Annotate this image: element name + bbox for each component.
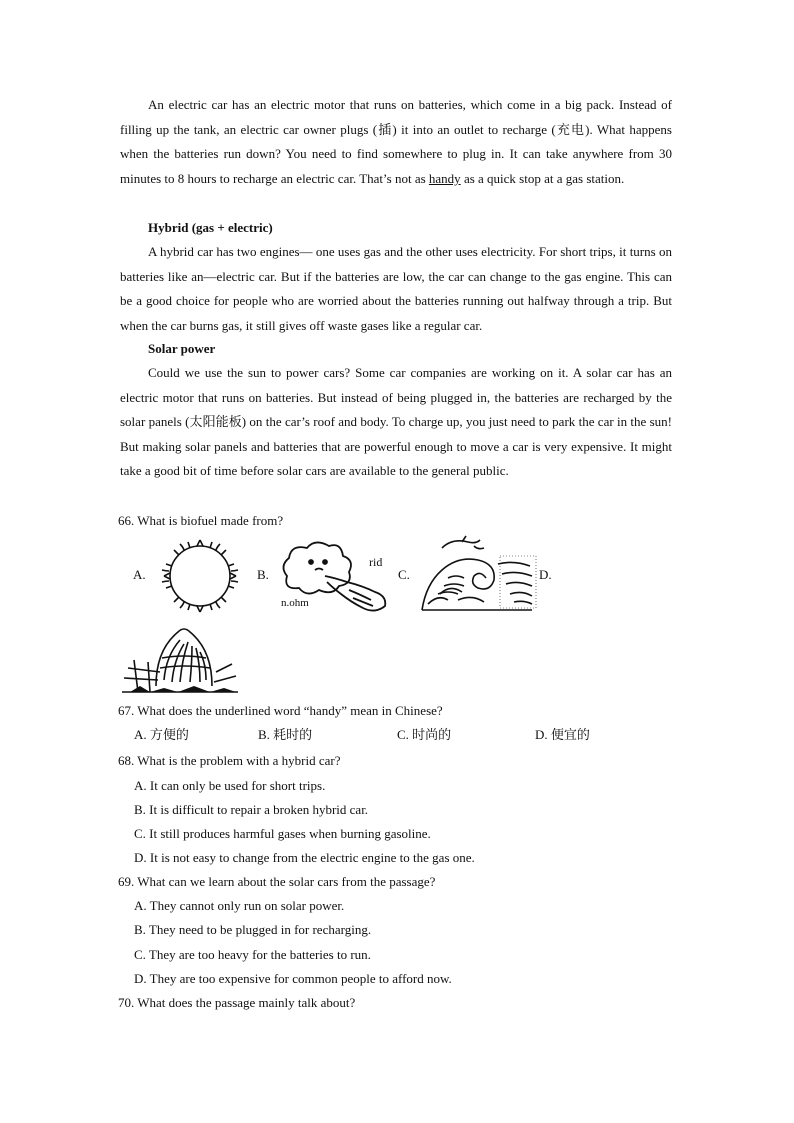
q68-option-a: A. It can only be used for short trips. <box>134 778 326 793</box>
option-a-label: A. <box>133 567 146 582</box>
q69-option-a: A. They cannot only run on solar power. <box>134 898 345 913</box>
question-67-stem: 67. What does the underlined word “handy” mean in Chinese? <box>118 703 443 718</box>
underlined-word-handy: handy <box>428 170 461 186</box>
electric-text-part1: An electric car has an electric motor that runs on batteries, which come in a big pack. Instead of filling up the tank, an electric car owner plugs (插) it into an outlet to recharge (充电). What happens when the batteries run down? You need to find somewhere to plug in. It can take anywhere from 30 minutes to 8 hours to recharge an electric car. That’s not as <box>120 97 672 186</box>
ocean-wave-icon <box>418 534 538 616</box>
paragraph-electric-car <box>120 93 672 191</box>
solar-text: Could we use the sun to power cars? Some car companies are working on it. A solar car has an electric motor that runs on batteries. But instead of being plugged in, the batteries are recharged by the solar panels (太阳能板) on the car’s roof and body. To charge up, you just need to park the car in the sun! But making solar panels and batteries that are powerful enough to move a car is very expensive. It might take a good bit of time before solar cars are available to the general public. <box>120 365 672 479</box>
q68-option-c: C. It still produces harmful gases when burning gasoline. <box>134 826 431 841</box>
q68-option-d: D. It is not easy to change from the electric engine to the gas one. <box>134 850 475 865</box>
q68-option-b: B. It is difficult to repair a broken hybrid car. <box>134 802 369 817</box>
q67-option-c: C. 时尚的 <box>397 727 452 742</box>
paragraph-hybrid <box>120 240 672 338</box>
q69-option-b: B. They need to be plugged in for recharging. <box>134 922 372 937</box>
paragraph-solar <box>120 361 672 484</box>
wind-picture-subword: n.ohm <box>281 597 309 609</box>
q67-option-b: B. 耗时的 <box>258 727 313 742</box>
question-69-stem: 69. What can we learn about the solar cars from the passage? <box>118 874 436 889</box>
wind-cloud-icon <box>275 536 395 616</box>
option-b-label: B. <box>257 567 269 582</box>
q67-option-d: D. 便宜的 <box>535 727 590 742</box>
question-66-stem: 66. What is biofuel made from? <box>118 513 284 528</box>
wind-picture-word: rid <box>369 555 383 569</box>
option-d-label: D. <box>539 567 552 582</box>
electric-text-part2: as a quick stop at a gas station. <box>460 170 625 186</box>
question-68-stem: 68. What is the problem with a hybrid car? <box>118 753 341 768</box>
sun-icon <box>150 536 250 616</box>
option-c-label: C. <box>398 567 410 582</box>
hybrid-text: A hybrid car has two engines— one uses gas and the other uses electricity. For short trips, it turns on batteries like an—electric car. But if the batteries are low, the car can change to the gas engine. This can be a good choice for people who are worried about the batteries running out halfway through a trip. But when the car burns gas, it still gives off waste gases like a regular car. <box>120 244 672 333</box>
q69-option-d: D. They are too expensive for common people to afford now. <box>134 971 452 986</box>
q69-option-c: C. They are too heavy for the batteries to run. <box>134 947 371 962</box>
haystack-icon <box>120 620 240 698</box>
q67-option-a: A. 方便的 <box>134 727 189 742</box>
heading-solar-power: Solar power <box>148 341 216 356</box>
heading-hybrid: Hybrid (gas + electric) <box>148 220 273 235</box>
question-70-stem: 70. What does the passage mainly talk about? <box>118 995 356 1010</box>
